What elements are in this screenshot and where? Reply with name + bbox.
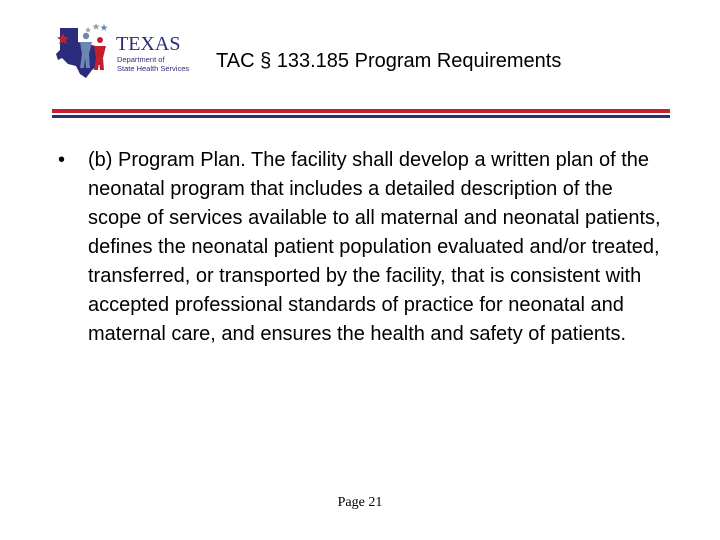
small-star-icon <box>92 23 99 30</box>
logo-agency-text: State Health Services <box>117 64 190 73</box>
small-star-icon <box>85 27 91 33</box>
page-number: Page 21 <box>337 495 383 510</box>
divider-blue-line <box>52 115 670 118</box>
logo-department-text: Department of <box>117 55 165 64</box>
logo-texas-text: TEXAS <box>116 33 181 55</box>
title-divider <box>52 109 670 118</box>
small-star-icon <box>100 24 107 31</box>
slide-title: TAC § 133.185 Program Requirements <box>216 50 562 72</box>
bullet-marker: • <box>58 149 66 171</box>
texas-dshs-logo <box>52 20 212 82</box>
bullet-text: (b) Program Plan. The facility shall develop a written plan of the neonatal program that includes a detailed description of the scope of services available to all maternal and neonatal patients, defines the neonatal patient population evaluated and/or treated, transferred, or transported by the facility, that is consistent with accepted professional standards of practice for neonatal and maternal care, and ensures the health and safety of patients. <box>88 149 661 345</box>
